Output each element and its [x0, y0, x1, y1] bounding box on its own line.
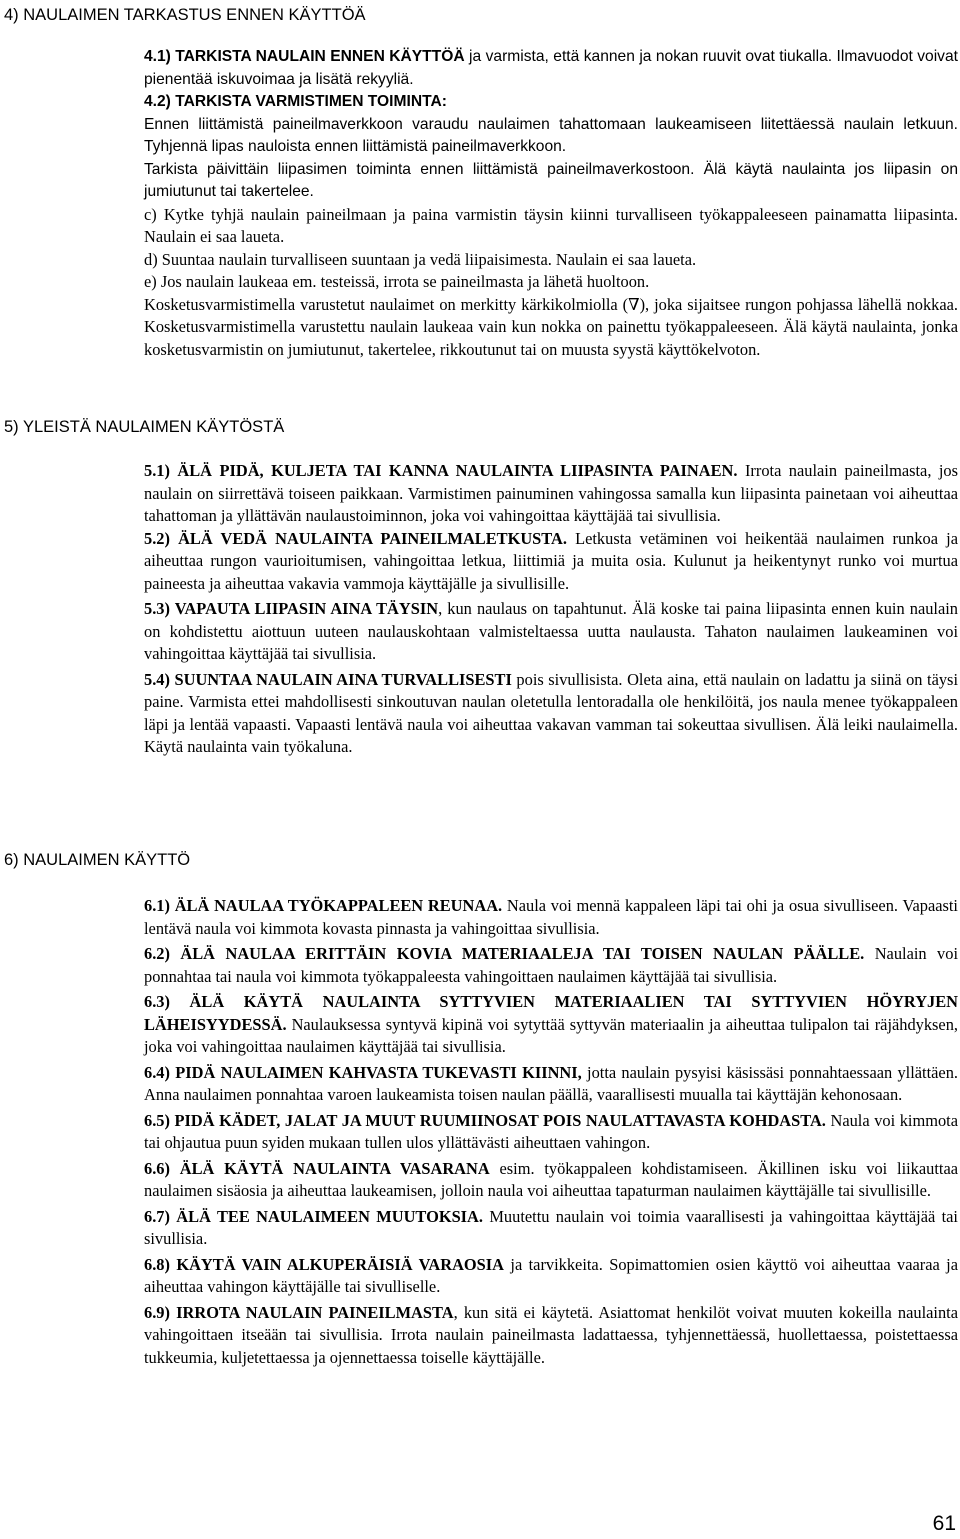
paragraph-4-contact-safety: Kosketusvarmistimella varustetut naulaimet on merkitty kärkikolmiolla (∇), joka sijaitsee rungon pohjassa lähellä nokkaa. Kosketusvarmistimella varustettu naulain laukeaa vain kun nokka on painettu työkappaleeseen. Älä käytä naulainta, jonka kosketusvarmistin on jumiutunut, takertelee, rikkoutunut tai on muusta syystä käyttökelvoton.	[144, 294, 958, 359]
paragraph-5-4-lead: 5.4) SUUNTAA NAULAIN AINA TURVALLISESTI	[144, 669, 512, 689]
paragraph-5-4-text: pois sivullisista. Oleta aina, että naulain on ladattu ja siinä on täysi paine. Varmista ettei mahdollisesti sinkoutuvan naulan oletetulla lentoradalla ole henkilöitä, jos naula menee työkappaleen läpi ja lentää vapaasti. Vapaasti lentävä naula voi aiheuttaa vakavan vamman tai sokeuttaa sivullisen. Älä leiki naulaimella. Käytä naulainta vain työkaluna.	[144, 669, 958, 756]
paragraph-5-4	[144, 669, 958, 759]
paragraph-6-8	[144, 1254, 958, 1299]
paragraph-6-1-text: Naula voi mennä kappaleen läpi tai ohi ja osua sivulliseen. Vapaasti lentävä naula voi kimmota kovasta pinnasta ja vahingoittaa sivullisia.	[144, 896, 958, 938]
paragraph-4-2-heading: 4.2) TARKISTA VARMISTIMEN TOIMINTA:	[144, 93, 447, 110]
paragraph-6-3-text: Naulauksessa syntyvä kipinä voi sytyttää syttyvän materiaalin ja aiheuttaa tulipalon tai räjähdyksen, joka voi vahingoittaa naulaimen käyttäjää tai sivullisia.	[144, 1014, 958, 1056]
paragraph-6-9-lead: 6.9) IRROTA NAULAIN PAINEILMASTA	[144, 1302, 454, 1322]
paragraph-6-5	[144, 1110, 958, 1155]
paragraph-5-2	[144, 528, 958, 596]
paragraph-4-c: c) Kytke tyhjä naulain paineilmaan ja paina varmistin täysin kiinni turvalliseen työkappaleeseen painamatta liipasinta. Naulain ei saa laueta.	[144, 204, 958, 246]
paragraph-5-3-lead: 5.3) VAPAUTA LIIPASIN AINA TÄYSIN	[144, 599, 439, 618]
paragraph-6-4-text: jotta naulain pysyisi käsissäsi ponnahtaessaan yllättäen. Anna naulaimen ponnahtaa varoen laukeamista toisen naulan päällä, vaarallisesti muualla tai käyttäjän kehonosaan.	[144, 1062, 958, 1104]
page-number: 61	[932, 1512, 956, 1535]
paragraph-6-6-lead: 6.6) ÄLÄ KÄYTÄ NAULAINTA VASARANA	[144, 1158, 490, 1178]
paragraph-4-3: Tarkista päivittäin liipasimen toiminta ennen liittämistä paineilmaverkostoon. Älä käytä naulainta jos liipasin on jumiutunut tai takertelee.	[144, 160, 958, 200]
paragraph-5-3-text: , kun naulaus on tapahtunut. Älä koske tai paina liipasinta ennen kuin naulain on kohdistettu aiottuun uuteen naulauskohtaan valmisteltaessa uutta naulausta. Tahaton naulaimen laukeaminen voi vahingoittaa käyttäjää tai sivullisia.	[144, 599, 958, 663]
paragraph-5-1-lead: 5.1) ÄLÄ PIDÄ, KULJETA TAI KANNA NAULAINTA LIIPASINTA PAINAEN.	[144, 461, 738, 480]
paragraph-6-4	[144, 1062, 958, 1107]
paragraph-6-2	[144, 943, 958, 988]
paragraph-6-1-lead: 6.1) ÄLÄ NAULAA TYÖKAPPALEEN REUNAA.	[144, 896, 503, 915]
section-4-title: 4) NAULAIMEN TARKASTUS ENNEN KÄYTTÖÄ	[4, 6, 366, 24]
paragraph-6-8-text: ja tarvikkeita. Sopimattomien osien käyttö voi aiheuttaa vaaraa ja aiheuttaa vahingon käyttäjälle tai sivulliselle.	[144, 1254, 958, 1296]
paragraph-6-4-lead: 6.4) PIDÄ NAULAIMEN KAHVASTA TUKEVASTI KIINNI,	[144, 1062, 582, 1082]
section-5-body	[144, 460, 958, 759]
paragraph-6-6	[144, 1158, 958, 1203]
paragraph-6-3-lead: 6.3) ÄLÄ KÄYTÄ NAULAINTA SYTTYVIEN MATERIAALIEN TAI SYTTYVIEN HÖYRYJEN LÄHEISYYDESSÄ.	[144, 992, 958, 1034]
paragraph-6-6-text: esim. työkappaleen kohdistamiseen. Äkillinen isku voi liikauttaa naulaimen sisäosia ja aiheuttaa laukeamisen, jolloin naula voi aiheuttaa tapaturman naulaimen käyttäjälle tai sivullisille.	[144, 1158, 958, 1200]
paragraph-5-2-lead: 5.2) ÄLÄ VEDÄ NAULAINTA PAINEILMALETKUSTA.	[144, 528, 567, 548]
paragraph-6-7-text: Muutettu naulain voi toimia vaarallisesti ja vahingoittaa käyttäjää tai sivullisia.	[144, 1206, 958, 1248]
paragraph-6-1	[144, 895, 958, 940]
paragraph-6-7	[144, 1206, 958, 1251]
paragraph-6-2-lead: 6.2) ÄLÄ NAULAA ERITTÄIN KOVIA MATERIAALEJA TAI TOISEN NAULAN PÄÄLLE.	[144, 944, 865, 963]
paragraph-4-1-lead: 4.1) TARKISTA NAULAIN ENNEN KÄYTTÖÄ	[144, 48, 465, 65]
paragraph-4-d: d) Suuntaa naulain turvalliseen suuntaan ja vedä liipaisimesta. Naulain ei saa laueta.	[144, 249, 697, 269]
section-5-title: 5) YLEISTÄ NAULAIMEN KÄYTÖSTÄ	[4, 418, 285, 436]
paragraph-6-5-text: Naula voi kimmota tai ohjautua puun syiden mukaan tullen ulos yllättävästi aiheuttaen vahingon.	[144, 1110, 958, 1152]
paragraph-6-9	[144, 1302, 958, 1370]
section-6-body	[144, 895, 958, 1369]
paragraph-6-3	[144, 991, 958, 1059]
paragraph-5-1	[144, 460, 958, 528]
section-4-body	[144, 46, 958, 361]
paragraph-4-e: e) Jos naulain laukeaa em. testeissä, irrota se paineilmasta ja lähetä huoltoon.	[144, 272, 650, 291]
paragraph-5-1-text: Irrota naulain paineilmasta, jos naulain on siirrettävä toiseen paikkaan. Varmistimen painuminen vahingossa samalla kun liipasinta painetaan voi aiheuttaa tahattoman ja yllättävän naulaustoiminnon, joka voi vahingoittaa käyttäjää tai sivullisia.	[144, 461, 959, 525]
paragraph-4-1	[144, 46, 958, 91]
paragraph-5-3	[144, 598, 958, 666]
paragraph-6-7-lead: 6.7) ÄLÄ TEE NAULAIMEEN MUUTOKSIA.	[144, 1206, 483, 1226]
paragraph-6-5-lead: 6.5) PIDÄ KÄDET, JALAT JA MUUT RUUMIINOSAT POIS NAULATTAVASTA KOHDASTA.	[144, 1110, 826, 1130]
paragraph-4-1-text: ja varmista, että kannen ja nokan ruuvit ovat tiukalla. Ilmavuodot voivat pienentää iskuvoimaa ja lisätä rekyyliä.	[144, 48, 958, 88]
paragraph-5-2-text: Letkusta vetäminen voi heikentää naulaimen runkoa ja aiheuttaa rungon vaurioitumisen, vahingoittaa letkua, liittimiä ja muita osia. Kulunut ja heikentynyt runko voi murtua paineesta ja aiheuttaa vakavia vammoja käyttäjälle ja sivullisille.	[144, 528, 958, 593]
paragraph-4-2-text: Ennen liittämistä paineilmaverkkoon varaudu naulaimen tahattomaan laukeamiseen liitettäessä naulain letkuun. Tyhjennä lipas nauloista ennen liittämistä paineilmaverkkoon.	[144, 115, 958, 155]
paragraph-6-8-lead: 6.8) KÄYTÄ VAIN ALKUPERÄISIÄ VARAOSIA	[144, 1254, 504, 1274]
section-6-title: 6) NAULAIMEN KÄYTTÖ	[4, 851, 191, 869]
paragraph-6-2-text: Naulain voi ponnahtaa tai naula voi kimmota työkappaleesta vahingoittaen naulaimen käyttäjää tai sivullisia.	[144, 944, 959, 986]
paragraph-6-9-text: , kun sitä ei käytetä. Asiattomat henkilöt voivat muuten kokeilla naulainta vahingoittaen itseään tai sivullisia. Irrota naulain paineilmasta ladattaessa, tyhjennettäessä, huollettaessa, poistettaessa tukkeumia, kuljetettaessa ja ojennettaessa toiselle käyttäjälle.	[144, 1302, 958, 1367]
